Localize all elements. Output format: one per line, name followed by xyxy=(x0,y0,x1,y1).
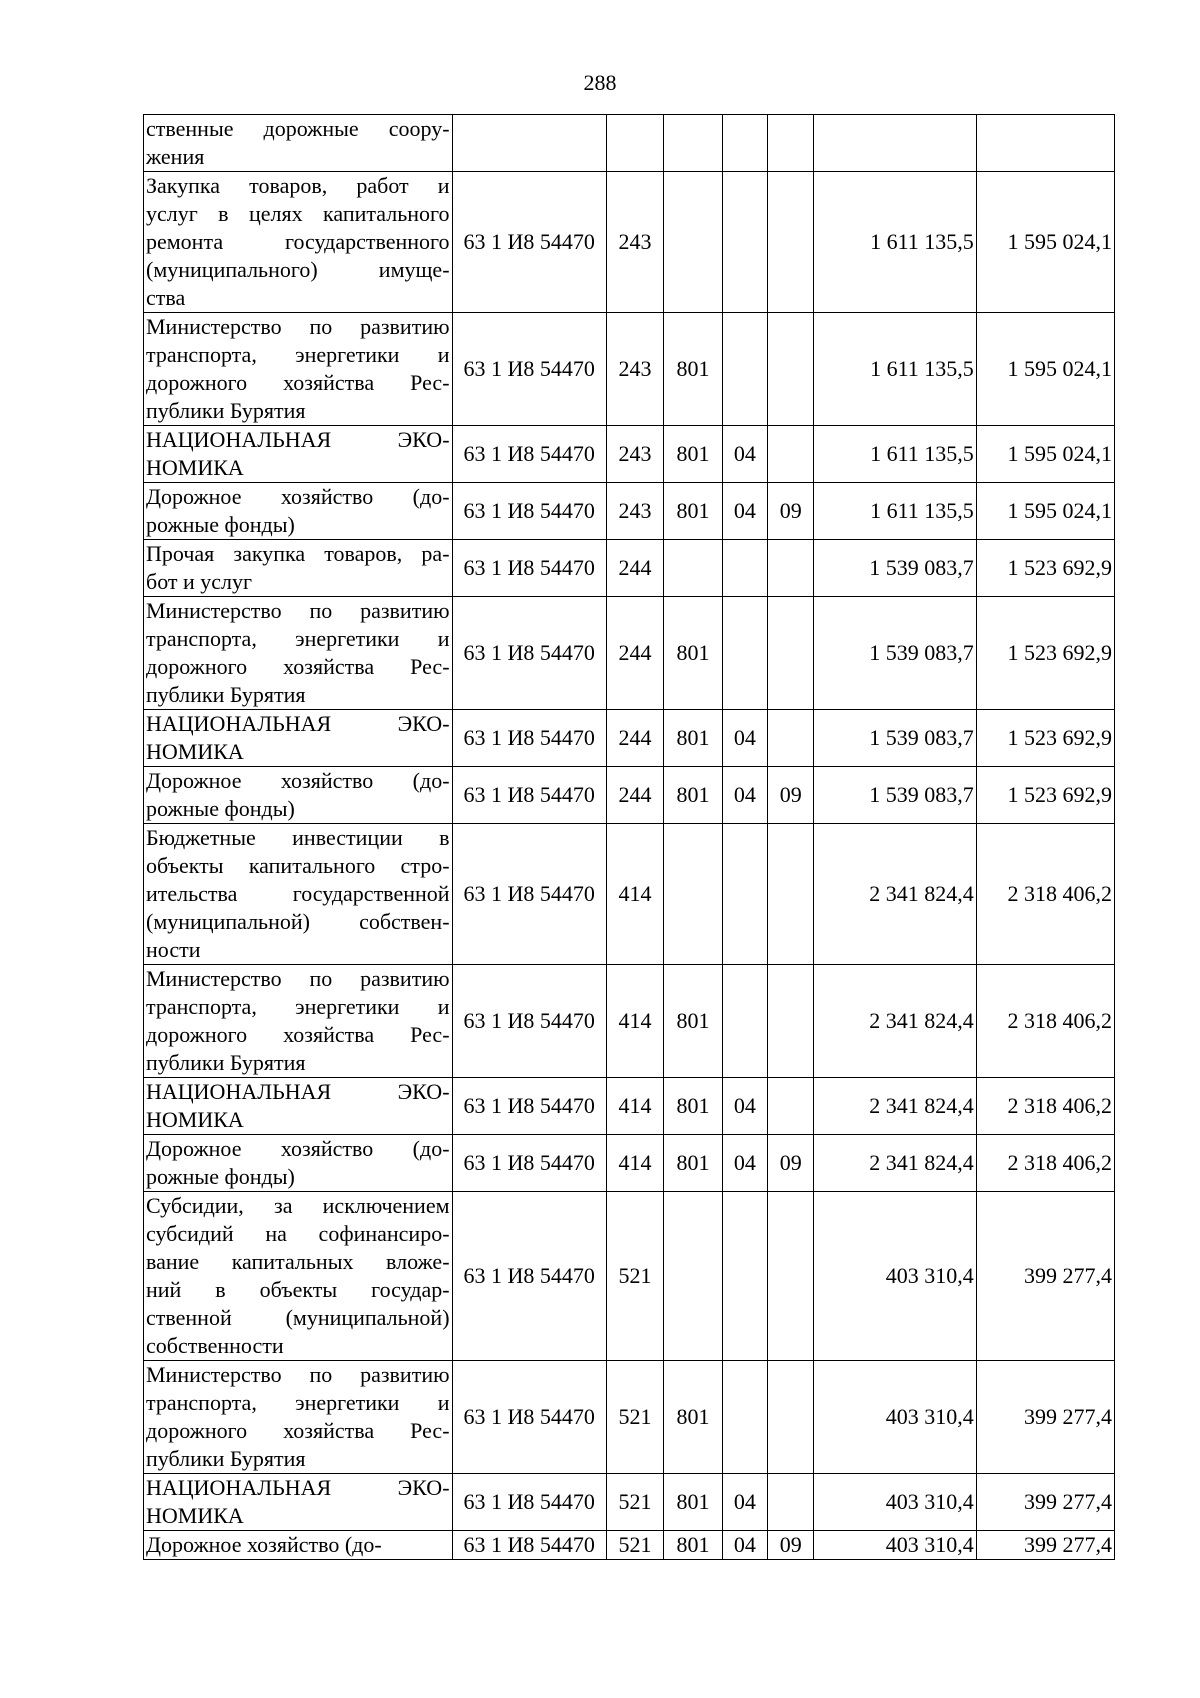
amount-year2-cell: 1 523 692,9 xyxy=(976,710,1114,767)
ministry-code-cell xyxy=(664,540,722,597)
row-name-line: публики Бурятия xyxy=(146,398,306,423)
row-name-line: Дорожное хозяйство (до- xyxy=(146,1136,450,1161)
target-article-cell: 63 1 И8 54470 xyxy=(452,965,606,1078)
expense-type-cell: 244 xyxy=(606,540,663,597)
amount-year2-cell: 2 318 406,2 xyxy=(976,1078,1114,1135)
target-article-cell: 63 1 И8 54470 xyxy=(452,483,606,540)
row-name-cell xyxy=(144,1135,453,1192)
target-article-cell: 63 1 И8 54470 xyxy=(452,1135,606,1192)
expense-type-cell: 244 xyxy=(606,767,663,824)
row-name-cell xyxy=(144,540,453,597)
ministry-code-cell xyxy=(664,1192,722,1361)
row-name-cell xyxy=(144,1192,453,1361)
amount-year1-cell: 1 539 083,7 xyxy=(814,710,976,767)
row-name-line: вание капитальных вложе- xyxy=(146,1249,450,1274)
expense-type-cell: 414 xyxy=(606,965,663,1078)
row-name-line: (муниципальной) собствен- xyxy=(146,909,450,934)
amount-year2-cell: 399 277,4 xyxy=(976,1531,1114,1560)
table-row xyxy=(144,1135,1115,1192)
ministry-code-cell xyxy=(664,824,722,965)
amount-year2-cell: 2 318 406,2 xyxy=(976,824,1114,965)
section-cell xyxy=(722,597,767,710)
ministry-code-cell: 801 xyxy=(664,597,722,710)
table-row xyxy=(144,115,1115,172)
expense-type-cell: 521 xyxy=(606,1192,663,1361)
row-name-cell xyxy=(144,597,453,710)
row-name-line: ственной (муниципальной) xyxy=(146,1305,450,1330)
section-cell xyxy=(722,1361,767,1474)
row-name-line: Дорожное хозяйство (до- xyxy=(146,768,450,793)
subsection-cell xyxy=(768,1192,814,1361)
row-name-cell xyxy=(144,1474,453,1531)
section-cell: 04 xyxy=(722,426,767,483)
amount-year1-cell: 403 310,4 xyxy=(814,1361,976,1474)
section-cell: 04 xyxy=(722,1531,767,1560)
row-name-line: (муниципального) имуще- xyxy=(146,257,450,282)
ministry-code-cell: 801 xyxy=(664,767,722,824)
subsection-cell xyxy=(768,710,814,767)
table-row xyxy=(144,313,1115,426)
ministry-code-cell: 801 xyxy=(664,1474,722,1531)
row-name-line: публики Бурятия xyxy=(146,682,306,707)
ministry-code-cell: 801 xyxy=(664,965,722,1078)
amount-year2-cell: 1 595 024,1 xyxy=(976,426,1114,483)
section-cell: 04 xyxy=(722,767,767,824)
subsection-cell: 09 xyxy=(768,1531,814,1560)
expense-type-cell: 414 xyxy=(606,824,663,965)
row-name-line: ства xyxy=(146,285,186,310)
section-cell: 04 xyxy=(722,1135,767,1192)
row-name-line: субсидий на софинансиро- xyxy=(146,1221,450,1246)
subsection-cell xyxy=(768,313,814,426)
expense-type-cell: 414 xyxy=(606,1135,663,1192)
row-name-line: Министерство по развитию xyxy=(146,966,450,991)
row-name-line: рожные фонды) xyxy=(146,796,295,821)
target-article-cell: 63 1 И8 54470 xyxy=(452,710,606,767)
expense-type-cell: 243 xyxy=(606,172,663,313)
row-name-line: рожные фонды) xyxy=(146,1164,295,1189)
amount-year2-cell: 2 318 406,2 xyxy=(976,965,1114,1078)
subsection-cell xyxy=(768,824,814,965)
row-name-cell xyxy=(144,710,453,767)
expense-type-cell: 521 xyxy=(606,1474,663,1531)
amount-year2-cell: 399 277,4 xyxy=(976,1474,1114,1531)
ministry-code-cell xyxy=(664,172,722,313)
row-name-line: Министерство по развитию xyxy=(146,598,450,623)
amount-year2-cell: 399 277,4 xyxy=(976,1192,1114,1361)
row-name-cell xyxy=(144,313,453,426)
target-article-cell: 63 1 И8 54470 xyxy=(452,1078,606,1135)
amount-year1-cell: 1 611 135,5 xyxy=(814,172,976,313)
row-name-cell xyxy=(144,1078,453,1135)
ministry-code-cell: 801 xyxy=(664,313,722,426)
amount-year1-cell: 1 611 135,5 xyxy=(814,313,976,426)
row-name-line: НАЦИОНАЛЬНАЯ ЭКО- xyxy=(146,711,450,736)
row-name-line: Дорожное хозяйство (до- xyxy=(146,484,450,509)
ministry-code-cell: 801 xyxy=(664,483,722,540)
expense-type-cell: 414 xyxy=(606,1078,663,1135)
row-name-cell xyxy=(144,1531,453,1560)
table-row xyxy=(144,824,1115,965)
row-name-line: ительства государственной xyxy=(146,881,450,906)
table-row xyxy=(144,710,1115,767)
amount-year1-cell: 1 611 135,5 xyxy=(814,426,976,483)
table-row xyxy=(144,540,1115,597)
target-article-cell: 63 1 И8 54470 xyxy=(452,597,606,710)
amount-year1-cell: 1 611 135,5 xyxy=(814,483,976,540)
row-name-line: транспорта, энергетики и xyxy=(146,994,450,1019)
table-row xyxy=(144,483,1115,540)
row-name-line: Министерство по развитию xyxy=(146,314,450,339)
expense-type-cell: 243 xyxy=(606,426,663,483)
row-name-line: ности xyxy=(146,937,201,962)
row-name-line: НОМИКА xyxy=(146,1107,244,1132)
table-row xyxy=(144,1531,1115,1560)
row-name-line: ний в объекты государ- xyxy=(146,1277,450,1302)
subsection-cell xyxy=(768,1474,814,1531)
row-name-cell xyxy=(144,172,453,313)
amount-year2-cell: 2 318 406,2 xyxy=(976,1135,1114,1192)
section-cell xyxy=(722,313,767,426)
row-name-cell xyxy=(144,483,453,540)
target-article-cell xyxy=(452,115,606,172)
row-name-line: Дорожное хозяйство (до- xyxy=(146,1532,382,1557)
row-name-line: Субсидии, за исключением xyxy=(146,1193,450,1218)
expense-type-cell xyxy=(606,115,663,172)
amount-year1-cell: 2 341 824,4 xyxy=(814,1078,976,1135)
target-article-cell: 63 1 И8 54470 xyxy=(452,824,606,965)
amount-year1-cell xyxy=(814,115,976,172)
subsection-cell xyxy=(768,426,814,483)
ministry-code-cell xyxy=(664,115,722,172)
budget-table xyxy=(143,114,1115,1560)
row-name-line: транспорта, энергетики и xyxy=(146,1390,450,1415)
amount-year2-cell: 1 595 024,1 xyxy=(976,483,1114,540)
target-article-cell: 63 1 И8 54470 xyxy=(452,1474,606,1531)
section-cell xyxy=(722,965,767,1078)
expense-type-cell: 243 xyxy=(606,483,663,540)
row-name-line: жения xyxy=(146,144,205,169)
table-row xyxy=(144,1474,1115,1531)
amount-year1-cell: 1 539 083,7 xyxy=(814,540,976,597)
target-article-cell: 63 1 И8 54470 xyxy=(452,767,606,824)
amount-year1-cell: 2 341 824,4 xyxy=(814,965,976,1078)
row-name-line: услуг в целях капитального xyxy=(146,201,450,226)
row-name-line: ственные дорожные соору- xyxy=(146,116,450,141)
section-cell: 04 xyxy=(722,483,767,540)
amount-year2-cell: 1 523 692,9 xyxy=(976,540,1114,597)
subsection-cell: 09 xyxy=(768,767,814,824)
row-name-line: публики Бурятия xyxy=(146,1446,306,1471)
row-name-cell xyxy=(144,115,453,172)
target-article-cell: 63 1 И8 54470 xyxy=(452,426,606,483)
page-number: 288 xyxy=(583,70,617,95)
amount-year2-cell: 1 523 692,9 xyxy=(976,767,1114,824)
section-cell xyxy=(722,172,767,313)
amount-year2-cell: 1 595 024,1 xyxy=(976,313,1114,426)
table-row xyxy=(144,767,1115,824)
table-body xyxy=(144,115,1115,1560)
ministry-code-cell: 801 xyxy=(664,1135,722,1192)
subsection-cell xyxy=(768,597,814,710)
expense-type-cell: 243 xyxy=(606,313,663,426)
ministry-code-cell: 801 xyxy=(664,1078,722,1135)
row-name-line: НОМИКА xyxy=(146,1503,244,1528)
row-name-cell xyxy=(144,824,453,965)
subsection-cell xyxy=(768,540,814,597)
amount-year2-cell: 399 277,4 xyxy=(976,1361,1114,1474)
row-name-cell xyxy=(144,767,453,824)
row-name-line: рожные фонды) xyxy=(146,512,295,537)
table-row xyxy=(144,1361,1115,1474)
row-name-line: НАЦИОНАЛЬНАЯ ЭКО- xyxy=(146,427,450,452)
section-cell xyxy=(722,824,767,965)
row-name-line: бот и услуг xyxy=(146,569,253,594)
section-cell xyxy=(722,115,767,172)
ministry-code-cell: 801 xyxy=(664,1361,722,1474)
target-article-cell: 63 1 И8 54470 xyxy=(452,1361,606,1474)
section-cell xyxy=(722,540,767,597)
expense-type-cell: 244 xyxy=(606,710,663,767)
amount-year2-cell xyxy=(976,115,1114,172)
section-cell xyxy=(722,1192,767,1361)
row-name-line: транспорта, энергетики и xyxy=(146,342,450,367)
row-name-line: дорожного хозяйства Рес- xyxy=(146,370,450,395)
row-name-line: дорожного хозяйства Рес- xyxy=(146,1022,450,1047)
row-name-line: публики Бурятия xyxy=(146,1050,306,1075)
ministry-code-cell: 801 xyxy=(664,710,722,767)
expense-type-cell: 244 xyxy=(606,597,663,710)
amount-year1-cell: 2 341 824,4 xyxy=(814,1135,976,1192)
row-name-cell xyxy=(144,426,453,483)
table-row xyxy=(144,965,1115,1078)
ministry-code-cell: 801 xyxy=(664,426,722,483)
row-name-line: Закупка товаров, работ и xyxy=(146,173,450,198)
table-row xyxy=(144,597,1115,710)
ministry-code-cell: 801 xyxy=(664,1531,722,1560)
subsection-cell: 09 xyxy=(768,483,814,540)
amount-year1-cell: 403 310,4 xyxy=(814,1474,976,1531)
target-article-cell: 63 1 И8 54470 xyxy=(452,1192,606,1361)
amount-year1-cell: 403 310,4 xyxy=(814,1192,976,1361)
row-name-line: объекты капитального стро- xyxy=(146,853,450,878)
target-article-cell: 63 1 И8 54470 xyxy=(452,313,606,426)
row-name-line: дорожного хозяйства Рес- xyxy=(146,654,450,679)
row-name-line: ремонта государственного xyxy=(146,229,450,254)
row-name-line: НАЦИОНАЛЬНАЯ ЭКО- xyxy=(146,1079,450,1104)
row-name-line: НОМИКА xyxy=(146,739,244,764)
amount-year2-cell: 1 595 024,1 xyxy=(976,172,1114,313)
subsection-cell xyxy=(768,115,814,172)
subsection-cell xyxy=(768,172,814,313)
subsection-cell: 09 xyxy=(768,1135,814,1192)
amount-year1-cell: 1 539 083,7 xyxy=(814,597,976,710)
amount-year2-cell: 1 523 692,9 xyxy=(976,597,1114,710)
section-cell: 04 xyxy=(722,1474,767,1531)
row-name-line: Прочая закупка товаров, ра- xyxy=(146,541,450,566)
row-name-line: собственности xyxy=(146,1333,284,1358)
row-name-line: Министерство по развитию xyxy=(146,1362,450,1387)
table-row xyxy=(144,1192,1115,1361)
section-cell: 04 xyxy=(722,710,767,767)
amount-year1-cell: 403 310,4 xyxy=(814,1531,976,1560)
target-article-cell: 63 1 И8 54470 xyxy=(452,1531,606,1560)
amount-year1-cell: 2 341 824,4 xyxy=(814,824,976,965)
row-name-line: дорожного хозяйства Рес- xyxy=(146,1418,450,1443)
table-row xyxy=(144,1078,1115,1135)
target-article-cell: 63 1 И8 54470 xyxy=(452,540,606,597)
subsection-cell xyxy=(768,1361,814,1474)
row-name-line: НАЦИОНАЛЬНАЯ ЭКО- xyxy=(146,1475,450,1500)
expense-type-cell: 521 xyxy=(606,1361,663,1474)
expense-type-cell: 521 xyxy=(606,1531,663,1560)
section-cell: 04 xyxy=(722,1078,767,1135)
row-name-line: НОМИКА xyxy=(146,455,244,480)
target-article-cell: 63 1 И8 54470 xyxy=(452,172,606,313)
table-row xyxy=(144,172,1115,313)
subsection-cell xyxy=(768,1078,814,1135)
row-name-cell xyxy=(144,1361,453,1474)
row-name-line: Бюджетные инвестиции в xyxy=(146,825,450,850)
subsection-cell xyxy=(768,965,814,1078)
amount-year1-cell: 1 539 083,7 xyxy=(814,767,976,824)
row-name-cell xyxy=(144,965,453,1078)
table-row xyxy=(144,426,1115,483)
row-name-line: транспорта, энергетики и xyxy=(146,626,450,651)
